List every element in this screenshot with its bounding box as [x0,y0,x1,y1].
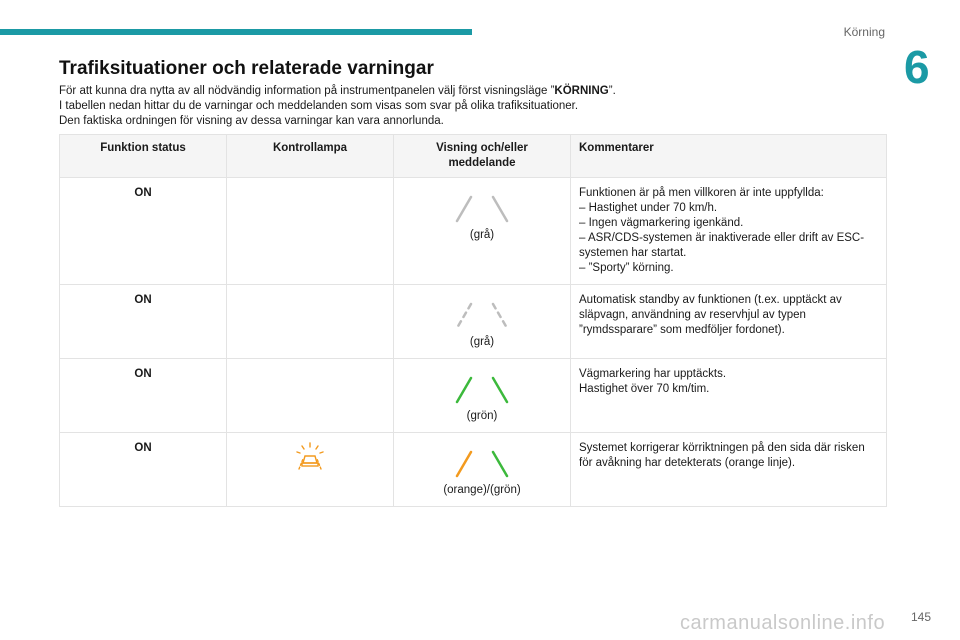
intro-line-1-end: ”. [608,85,616,97]
lane-marking-icon [447,194,517,224]
table-header-row [60,135,887,178]
comment-line: Automatisk standby av funktionen (t.ex. upptäckt av släpvagn, användning av reservhjul av typen ”rymdssparare” som medföljer fordonet). [579,294,842,336]
table-row [60,433,887,507]
header-accent-bar [0,29,472,35]
comments-cell [571,359,887,433]
display-cell [394,285,571,359]
function-status-cell: ON [60,433,227,507]
comments-cell [571,433,887,507]
chapter-number: 6 [904,41,930,93]
indicator-lamp-cell [227,433,394,507]
table-row [60,178,887,285]
display-color-label: (grå) [469,229,495,241]
indicator-lamp-cell [227,178,394,285]
lane-keep-warning-lamp-icon [293,441,327,471]
comment-line: – Ingen vägmarkering igenkänd. [579,217,744,229]
lane-marking-icon [447,301,517,331]
function-status-cell: ON [60,178,227,285]
function-status-cell: ON [60,285,227,359]
comment-line: Funktionen är på men villkoren är inte uppfyllda: [579,187,824,199]
comment-line: Systemet korrigerar körriktningen på den sida där risken för avåkning har detekterats (orange linje). [579,442,865,469]
comment-line: Vägmarkering har upptäckts. [579,368,727,380]
table-row [60,285,887,359]
left-lane-line-icon [457,304,471,328]
display-color-label: (grön) [466,410,498,422]
left-lane-line-icon [457,197,471,221]
intro-text [59,84,879,129]
header-comments: Kommentarer [571,135,887,178]
comment-line: Hastighet över 70 km/tim. [579,383,710,395]
section-name: Körning [843,25,885,39]
page-title: Trafiksituationer och relaterade varningar [59,58,434,79]
warnings-table [59,134,887,507]
comments-cell [571,285,887,359]
display-cell [394,178,571,285]
display-color-label: (orange)/(grön) [443,484,521,496]
indicator-lamp-cell [227,359,394,433]
watermark: carmanualsonline.info [680,612,886,634]
table-body [60,178,887,507]
header-indicator-lamp: Kontrollampa [227,135,394,178]
intro-mode-name: KÖRNING [554,85,609,97]
page-number: 145 [911,610,932,624]
right-lane-line-icon [493,197,507,221]
display-cell [394,433,571,507]
lane-marking-icon [447,449,517,479]
header-display-message: Visning och/eller meddelande [394,135,571,178]
right-lane-line-icon [493,304,507,328]
intro-line-3: Den faktiska ordningen för visning av dessa varningar kan vara annorlunda. [59,115,444,127]
display-color-label: (grå) [469,336,495,348]
intro-line-1-text: För att kunna dra nytta av all nödvändig information på instrumentpanelen välj först visningsläge ” [59,85,555,97]
right-lane-line-icon [493,452,507,476]
lane-marking-icon [447,375,517,405]
comment-line: – Hastighet under 70 km/h. [579,202,718,214]
comment-line: – ASR/CDS-systemen är inaktiverade eller drift av ESC-systemen har startat. [579,232,865,259]
left-lane-line-icon [457,378,471,402]
intro-line-1 [59,84,879,99]
comments-cell [571,178,887,285]
right-lane-line-icon [493,378,507,402]
indicator-lamp-cell [227,285,394,359]
header-function-status: Funktion status [60,135,227,178]
comment-line: – ”Sporty” körning. [579,262,674,274]
display-cell [394,359,571,433]
intro-line-2: I tabellen nedan hittar du de varningar och meddelanden som visas som svar på olika trafiksituationer. [59,100,579,112]
function-status-cell: ON [60,359,227,433]
table-row [60,359,887,433]
left-lane-line-icon [457,452,471,476]
